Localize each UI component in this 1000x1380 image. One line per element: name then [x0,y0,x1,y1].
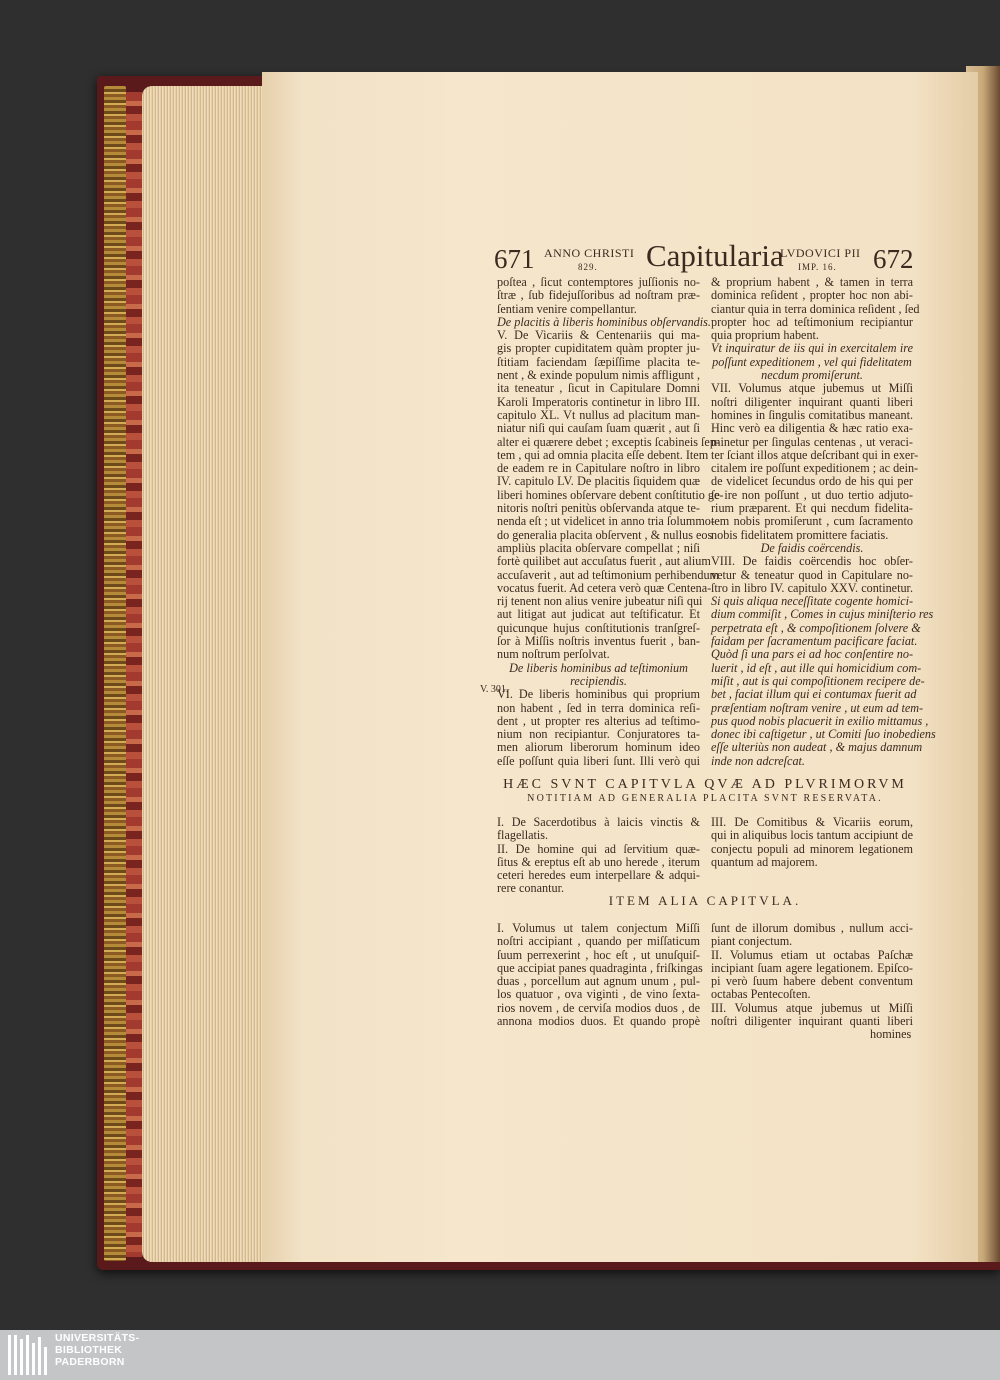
text-line: aut litigat aut judicat aut teſtificatur. Et [497,607,700,622]
text-line: poſſunt expeditionem , vel qui fidelitatem [712,354,912,369]
text-line: III. De Comitibus & Vicariis eorum, [711,815,913,829]
text-line: ſtræ , ſub fidejuſſoribus ad noſtram præ- [497,288,700,303]
text-line: De faidis coërcendis. [760,540,864,555]
text-line: dent , ut propter res alterius ad teſtimo- [497,713,700,728]
text-line: octabas Pentecoſten. [711,987,811,1002]
page-block-edge [142,86,274,1262]
text-line: eſſe poſſunt quia liberi ſunt. Illi verò qui [497,753,700,768]
text-line: nitoris noſtri penitùs obſervanda atque te- [497,501,700,516]
text-line: duas , porcellum aut agnum unum , pul- [497,974,700,989]
text-column-right [711,275,936,768]
text-line: de eadem re in Capitulare noſtro in libro [497,461,700,476]
text-line: ſunt de illorum domibus , nullum acci- [711,921,913,935]
text-line: De placitis à liberis hominibus obſervandis. [497,314,711,329]
text-line: recipiendis. [570,673,627,688]
text-line: necdum promiſerunt. [761,368,863,383]
text-line: liberi homines obſervare debent conſtitutio ge- [497,487,724,502]
text-line: Vt inquiratur de iis qui in exercitalem ire [711,341,913,356]
left-page-number: 671 [494,244,535,274]
text-line: tem nobis promiſerunt , cum ſacramento [711,514,913,529]
library-name-line3: PADERBORN [55,1356,125,1368]
text-line: V. De Vicariis & Centenariis qui ma- [497,328,700,343]
text-line: vetur & teneatur quod in Capitulare no- [711,567,913,582]
text-line: ampliùs placita obſervare compellat ; niſi [497,540,700,555]
running-head-right: LVDOVICI PII [780,246,861,260]
text-line: donec ibi caſtigetur , ut Comiti ſuo inobediens [711,727,936,742]
text-line: noſtri diligenter inquirant quanti liberi [711,1014,913,1029]
section-subheading: NOTITIAM AD GENERALIA PLACITA SVNT RESERVATA. [527,793,883,804]
text-line: niatur niſi qui cauſam ſuam quærit , aut ſi [497,421,700,436]
text-line: quia proprium habent. [711,328,819,343]
text-line: I. Volumus ut talem conjectum Miſſi [497,921,700,935]
text-line: dominica reſident , propter hoc non abi- [711,288,913,303]
text-line: Karoli Imperatoris continetur in libro III. [497,394,700,409]
gilt-spine-border [104,86,126,1261]
text-line: quantum ad majorem. [711,854,818,869]
text-line: IV. capitulo LV. De placitis ſiquidem quæ [497,474,700,489]
text-line: pus quod nobis placuerit in exilio mittamus , [711,713,929,728]
text-line: minetur per ſingulas centenas , ut veraci- [711,434,913,449]
text-line: quicunque hujus conſtitutionis tranſgreſ- [497,620,700,635]
text-line: ſtitiam faciendam ſæpiſſime placita te- [497,354,700,369]
text-line: piant conjectum. [711,934,793,949]
text-line: ciantur quia in terra dominica reſident , ſed [711,301,920,316]
text-line: nenda eſt ; ut videlicet in anno tria ſolummo- [497,514,715,529]
text-line: ſitus & ereptus eſt ab uno herede , iterum [497,854,700,869]
running-head-right-sub: IMP. 16. [798,262,837,272]
footer-bar [0,1330,1000,1380]
running-head-left: ANNO CHRISTI [544,246,635,260]
text-line: num noſtrum perſolvat. [497,647,610,662]
text-line: perpetrata eſt , & compoſitionem ſolvere & [711,620,921,635]
text-line: inde non adcreſcat. [711,753,805,768]
text-line: accuſaverit , aut ad teſtimonium perhibendum [497,567,720,582]
text-line: nium non recipiantur. Conjuratores ta- [497,727,700,742]
text-line: ita teneatur , ſicut in Capitulare Domni [497,381,700,396]
page-title: Capitularia [646,238,784,273]
library-name [55,1332,139,1368]
text-line: pi verò ſuum habere debent conventum [711,974,913,989]
text-line: qui in aliquibus locis tantum accipiunt de [711,828,913,843]
text-line: vocatus fuerit. Ad cetera verò quæ Centena- [497,580,712,595]
text-line: ſtro in libro IV. capitulo XXV. continetur. [711,580,913,595]
text-line: dium commiſit , Comes in cujus miniſterio res [711,607,934,622]
text-line: homines in ſingulis comitatibus maneant. [711,407,913,422]
text-line: ſentiam venire compellantur. [497,301,637,316]
catchword: homines [870,1027,912,1041]
text-line: eſſe ulteriùs non audeat , & majus damnum [711,740,923,755]
text-line: incipiant ſuam agere legationem. Epiſco- [711,960,913,975]
text-line: & proprium habent , & tamen in terra [711,275,913,289]
text-line: tem , qui ad omnia placita eſſe debent. Item [497,447,709,462]
text-line: III. Volumus atque jubemus ut Miſſi [711,1000,913,1015]
text-line: Quòd ſi una pars ei ad hoc conſentire no- [711,647,913,662]
text-line: rios novem , de cerviſa modios duos , de [497,1000,700,1015]
right-page-number: 672 [873,244,914,274]
text-line: que accipiat panes quadraginta , friſkingas [497,960,703,975]
text-line: miſit , aut is qui compoſitionem recipere de- [711,673,925,688]
text-line: rij tenent non alius venire jubeatur niſi qui [497,594,703,609]
library-name-line1: UNIVERSITÄTS- [55,1332,140,1344]
text-line: capitulo XL. Vt nullus ad placitum man- [497,407,700,422]
text-line: faidam per ſacramentum pacificare faciat. [711,634,918,649]
text-line: alter ei quærere debet ; exceptis ſcabineis ſep- [497,434,720,449]
margin-note: V. 301. [480,684,509,695]
capitula-list-left [497,816,700,896]
text-line: conjectu populi ad minorem legationem [711,841,913,856]
text-line: noſtri accipiant , quando per miſſaticum [497,934,700,949]
text-line: De liberis hominibus ad teſtimonium [509,660,688,675]
text-line: VII. Volumus atque jubemus ut Miſſi [711,381,913,396]
text-line: Hinc verò ea diligentia & hæc ratio exa- [711,421,913,436]
text-line: rium præparent. Et qui necdum fidelita- [711,501,913,516]
text-line: los quatuor , ova viginti , de vino ſexta- [497,987,700,1002]
text-line: annona modios duos. Et quando propè [497,1014,700,1029]
text-line: nobis fidelitatem promittere faciatis. [711,527,889,542]
text-line: poſtea , ſicut contemptores juſſionis no- [497,275,700,289]
text-line: nent , & exinde populum nimis affligunt , [497,368,700,383]
text-line: I. De Sacerdotibus à laicis vinctis & [497,815,700,829]
text-line: propter hoc ad teſtimonium recipiantur [711,314,913,329]
text-line: bet , faciat illum qui ei contumax fuerit ad [711,687,917,702]
text-line: noſtri diligenter inquirant quanti liberi [711,394,913,409]
text-line: gis propter cupiditatem quàm propter ju- [497,341,700,356]
library-name-line2: BIBLIOTHEK [55,1344,123,1356]
text-line: citalem ire poſſunt expeditionem ; ac dein- [711,461,919,476]
item-alia-column-right [711,922,913,1028]
text-line: fortè quilibet aut accuſatus fuerit , aut alium [497,554,711,569]
library-logo-icon [8,1333,52,1377]
text-line: II. Volumus etiam ut octabas Paſchæ [711,947,913,962]
running-head-year: 829. [578,262,598,272]
text-column-left [497,275,724,768]
text-line: ſe ire non poſſunt , ut duo tertio adjuto- [711,487,913,502]
marbled-endpaper [126,92,142,1257]
text-line: VIII. De faidis coërcendis hoc obſer- [711,554,913,569]
text-line: II. De homine qui ad ſervitium quæ- [497,841,700,856]
text-line: ſor à Miſſis noſtris inventus fuerit , ban- [497,634,700,649]
text-line: Si quis aliqua neceſſitate cogente homici- [711,594,914,609]
text-line: flagellatis. [497,828,549,843]
text-line: non habent , ſed in terra dominica reſi- [497,700,700,715]
section-heading-item-alia: ITEM ALIA CAPITVLA. [608,893,802,908]
text-line: ceteri heredes eum interpellare & adqui- [497,868,700,883]
text-line: luerit , id eſt , aut ille qui homicidium com- [711,660,922,675]
text-line: men aliorum liberorum hominum ideo [497,740,700,755]
text-line: rere conantur. [497,881,564,896]
text-line: ſuum perrexerint , hoc eſt , ut unuſquiſ- [497,947,700,962]
text-line: ter ſciant illos atque deſcribant qui in exer- [711,447,919,462]
capitula-list-right [711,816,913,869]
text-line: de videlicet ſecundus ordo de his qui per [711,474,913,489]
section-heading: HÆC SVNT CAPITVLA QVÆ AD PLVRIMORVM [503,777,907,792]
item-alia-column-left [497,921,703,1029]
text-line: præſentiam noſtram venire , ut eum ad tem- [711,700,924,715]
text-line: VI. De liberis hominibus qui proprium [497,687,700,702]
text-line: do generalia placita obſervent , & nullus eos [497,527,713,542]
